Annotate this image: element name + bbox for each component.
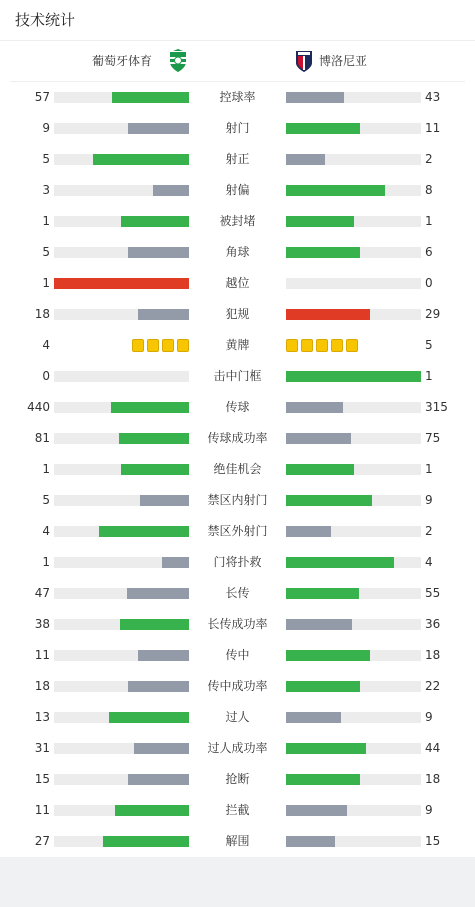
home-stat-bar <box>54 371 189 382</box>
stat-row <box>0 330 475 361</box>
away-stat-bar <box>286 402 421 413</box>
yellow-card-icon <box>346 339 358 352</box>
home-stat-value: 11 <box>34 648 50 662</box>
home-stat-value: 15 <box>34 772 50 786</box>
stat-row <box>0 206 475 237</box>
away-stat-fill <box>286 805 347 816</box>
stat-row <box>0 516 475 547</box>
home-stat-bar <box>54 216 189 227</box>
home-stat-value: 18 <box>34 679 50 693</box>
away-stat-value: 2 <box>425 524 433 538</box>
home-stat-fill <box>103 836 189 847</box>
away-stat-fill <box>286 92 344 103</box>
away-stat-value: 55 <box>425 586 441 600</box>
away-stat-bar <box>286 92 421 103</box>
stat-label: 击中门框 <box>213 369 262 383</box>
stat-label: 传中成功率 <box>207 679 268 693</box>
home-team-name: 葡萄牙体育 <box>91 54 152 68</box>
stat-row <box>0 144 475 175</box>
away-stat-value: 9 <box>425 493 433 507</box>
away-stat-bar <box>286 712 421 723</box>
stat-label: 传球成功率 <box>207 431 268 445</box>
home-stat-value: 5 <box>42 245 50 259</box>
stat-label: 被封堵 <box>219 214 256 228</box>
stat-row <box>0 175 475 206</box>
away-stat-fill <box>286 526 331 537</box>
away-stat-value: 4 <box>425 555 433 569</box>
home-stat-value: 47 <box>34 586 50 600</box>
home-yellow-cards <box>132 339 189 352</box>
home-stat-fill <box>93 154 189 165</box>
away-stat-fill <box>286 154 325 165</box>
yellow-card-icon <box>147 339 159 352</box>
yellow-card-icon <box>301 339 313 352</box>
home-stat-bar <box>54 774 189 785</box>
home-stat-bar <box>54 92 189 103</box>
stat-row <box>0 609 475 640</box>
home-stat-fill <box>128 774 189 785</box>
yellow-card-icon <box>286 339 298 352</box>
away-stat-fill <box>286 185 385 196</box>
away-stat-fill <box>286 309 370 320</box>
away-stat-fill <box>286 650 370 661</box>
away-yellow-cards <box>286 339 358 352</box>
stat-label: 拦截 <box>225 803 250 817</box>
away-stat-value: 315 <box>425 400 448 414</box>
away-stat-bar <box>286 371 421 382</box>
home-stat-value: 3 <box>42 183 50 197</box>
yellow-card-icon <box>177 339 189 352</box>
away-stat-value: 0 <box>425 276 433 290</box>
home-stat-fill <box>127 588 189 599</box>
home-stat-fill <box>99 526 189 537</box>
home-stat-bar <box>54 309 189 320</box>
home-stat-fill <box>119 433 189 444</box>
home-stat-bar <box>54 247 189 258</box>
home-stat-bar <box>54 433 189 444</box>
home-stat-bar <box>54 681 189 692</box>
away-stat-value: 18 <box>425 648 441 662</box>
home-stat-fill <box>140 495 189 506</box>
away-stat-value: 6 <box>425 245 433 259</box>
stat-row <box>0 113 475 144</box>
home-stat-bar <box>54 712 189 723</box>
away-stat-fill <box>286 247 360 258</box>
stat-row <box>0 578 475 609</box>
away-stat-value: 1 <box>425 214 433 228</box>
away-stat-value: 43 <box>425 90 441 104</box>
away-stat-fill <box>286 402 343 413</box>
home-stat-fill <box>115 805 189 816</box>
away-stat-value: 9 <box>425 710 433 724</box>
away-stat-fill <box>286 712 341 723</box>
away-stat-bar <box>286 185 421 196</box>
stat-row <box>0 795 475 826</box>
home-stat-bar <box>54 185 189 196</box>
away-stat-fill <box>286 123 360 134</box>
stat-row <box>0 764 475 795</box>
stat-row <box>0 485 475 516</box>
home-stat-fill <box>109 712 189 723</box>
away-stat-value: 22 <box>425 679 441 693</box>
yellow-card-icon <box>162 339 174 352</box>
home-stat-bar <box>54 619 189 630</box>
home-stat-bar <box>54 402 189 413</box>
away-stat-bar <box>286 650 421 661</box>
stat-row <box>0 237 475 268</box>
stat-label: 禁区外射门 <box>207 524 268 538</box>
away-stat-fill <box>286 619 352 630</box>
away-stat-fill <box>286 681 360 692</box>
away-stat-bar <box>286 681 421 692</box>
away-stat-bar <box>286 247 421 258</box>
stat-row <box>0 826 475 857</box>
away-team-name: 博洛尼亚 <box>319 54 368 68</box>
home-stat-fill <box>111 402 189 413</box>
stat-row <box>0 392 475 423</box>
away-stat-bar <box>286 743 421 754</box>
stat-row <box>0 702 475 733</box>
yellow-card-icon <box>316 339 328 352</box>
stat-label: 射门 <box>225 121 250 135</box>
home-stat-value: 1 <box>42 555 50 569</box>
away-stat-bar <box>286 805 421 816</box>
away-stat-value: 2 <box>425 152 433 166</box>
yellow-card-icon <box>132 339 144 352</box>
home-stat-value: 38 <box>34 617 50 631</box>
away-stat-fill <box>286 464 354 475</box>
away-stat-bar <box>286 433 421 444</box>
home-stat-fill <box>153 185 189 196</box>
away-stat-fill <box>286 774 360 785</box>
page-title: 技术统计 <box>0 0 475 41</box>
teams-header <box>10 41 465 82</box>
away-stat-value: 75 <box>425 431 441 445</box>
home-stat-bar <box>54 495 189 506</box>
stat-label: 越位 <box>225 276 250 290</box>
home-stat-value: 13 <box>34 710 50 724</box>
home-stat-fill <box>138 650 189 661</box>
stat-label: 犯规 <box>225 307 250 321</box>
home-stat-bar <box>54 743 189 754</box>
stat-row <box>0 361 475 392</box>
home-stat-bar <box>54 836 189 847</box>
stat-row <box>0 268 475 299</box>
away-stat-fill <box>286 743 366 754</box>
home-stat-value: 11 <box>34 803 50 817</box>
stat-row <box>0 82 475 113</box>
home-stat-value: 0 <box>42 369 50 383</box>
home-stat-fill <box>128 123 189 134</box>
away-stat-value: 36 <box>425 617 441 631</box>
away-stat-bar <box>286 123 421 134</box>
stat-row <box>0 640 475 671</box>
sporting-crest-icon <box>168 49 188 73</box>
home-stat-fill <box>128 247 189 258</box>
away-stat-value: 1 <box>425 369 433 383</box>
home-stat-bar <box>54 464 189 475</box>
away-stat-value: 5 <box>425 338 433 352</box>
home-stat-bar <box>54 123 189 134</box>
stat-label: 过人成功率 <box>207 741 268 755</box>
stat-row <box>0 299 475 330</box>
away-stat-fill <box>286 371 421 382</box>
away-stat-bar <box>286 309 421 320</box>
home-stat-value: 4 <box>42 524 50 538</box>
stat-label: 射正 <box>225 152 250 166</box>
stat-label: 禁区内射门 <box>207 493 268 507</box>
home-stat-fill <box>134 743 189 754</box>
stat-label: 角球 <box>225 245 250 259</box>
home-stat-bar <box>54 557 189 568</box>
home-stat-bar <box>54 526 189 537</box>
home-stat-value: 440 <box>27 400 50 414</box>
away-stat-bar <box>286 216 421 227</box>
home-stat-value: 4 <box>42 338 50 352</box>
home-stat-fill <box>120 619 189 630</box>
away-stat-bar <box>286 588 421 599</box>
home-stat-value: 5 <box>42 152 50 166</box>
home-stat-value: 9 <box>42 121 50 135</box>
home-stat-value: 81 <box>34 431 50 445</box>
away-stat-value: 11 <box>425 121 441 135</box>
home-stat-value: 31 <box>34 741 50 755</box>
stat-label: 过人 <box>225 710 250 724</box>
away-stat-value: 9 <box>425 803 433 817</box>
away-stat-bar <box>286 154 421 165</box>
home-stat-fill <box>128 681 189 692</box>
home-stat-fill <box>121 216 189 227</box>
home-stat-fill <box>138 309 189 320</box>
stat-row <box>0 454 475 485</box>
home-stat-value: 27 <box>34 834 50 848</box>
away-stat-bar <box>286 526 421 537</box>
stat-label: 射偏 <box>225 183 250 197</box>
away-stat-fill <box>286 588 359 599</box>
stat-label: 控球率 <box>219 90 256 104</box>
home-stat-bar <box>54 154 189 165</box>
home-stat-fill <box>112 92 189 103</box>
stat-label: 传球 <box>225 400 250 414</box>
away-stat-value: 29 <box>425 307 441 321</box>
home-stat-value: 18 <box>34 307 50 321</box>
stat-row <box>0 733 475 764</box>
away-stat-bar <box>286 278 421 289</box>
stat-label: 长传成功率 <box>207 617 268 631</box>
home-stat-bar <box>54 805 189 816</box>
away-stat-value: 18 <box>425 772 441 786</box>
away-stat-bar <box>286 774 421 785</box>
stat-label: 绝佳机会 <box>213 462 262 476</box>
away-stat-fill <box>286 836 335 847</box>
home-stat-value: 5 <box>42 493 50 507</box>
away-stat-bar <box>286 557 421 568</box>
home-stat-bar <box>54 278 189 289</box>
away-stat-fill <box>286 216 354 227</box>
home-stat-value: 1 <box>42 462 50 476</box>
stat-label: 长传 <box>225 586 250 600</box>
stat-label: 传中 <box>225 648 250 662</box>
away-stat-fill <box>286 433 351 444</box>
away-stat-bar <box>286 836 421 847</box>
home-stat-value: 57 <box>34 90 50 104</box>
home-stat-bar <box>54 588 189 599</box>
stat-label: 解围 <box>225 834 250 848</box>
stat-row <box>0 423 475 454</box>
home-stat-value: 1 <box>42 276 50 290</box>
away-stat-bar <box>286 619 421 630</box>
stat-row <box>0 671 475 702</box>
stat-label: 黄牌 <box>225 338 250 352</box>
away-stat-bar <box>286 464 421 475</box>
home-stat-fill <box>121 464 189 475</box>
away-stat-value: 44 <box>425 741 441 755</box>
stat-label: 门将扑救 <box>213 555 262 569</box>
away-stat-value: 1 <box>425 462 433 476</box>
stat-label: 抢断 <box>225 772 250 786</box>
home-stat-fill <box>162 557 189 568</box>
away-stat-value: 8 <box>425 183 433 197</box>
away-stat-fill <box>286 557 394 568</box>
home-stat-value: 1 <box>42 214 50 228</box>
yellow-card-icon <box>331 339 343 352</box>
away-stat-value: 15 <box>425 834 441 848</box>
home-stat-bar <box>54 650 189 661</box>
bologna-crest-icon <box>294 49 314 73</box>
stat-row <box>0 547 475 578</box>
away-stat-bar <box>286 495 421 506</box>
home-stat-fill <box>54 278 189 289</box>
away-stat-fill <box>286 495 372 506</box>
